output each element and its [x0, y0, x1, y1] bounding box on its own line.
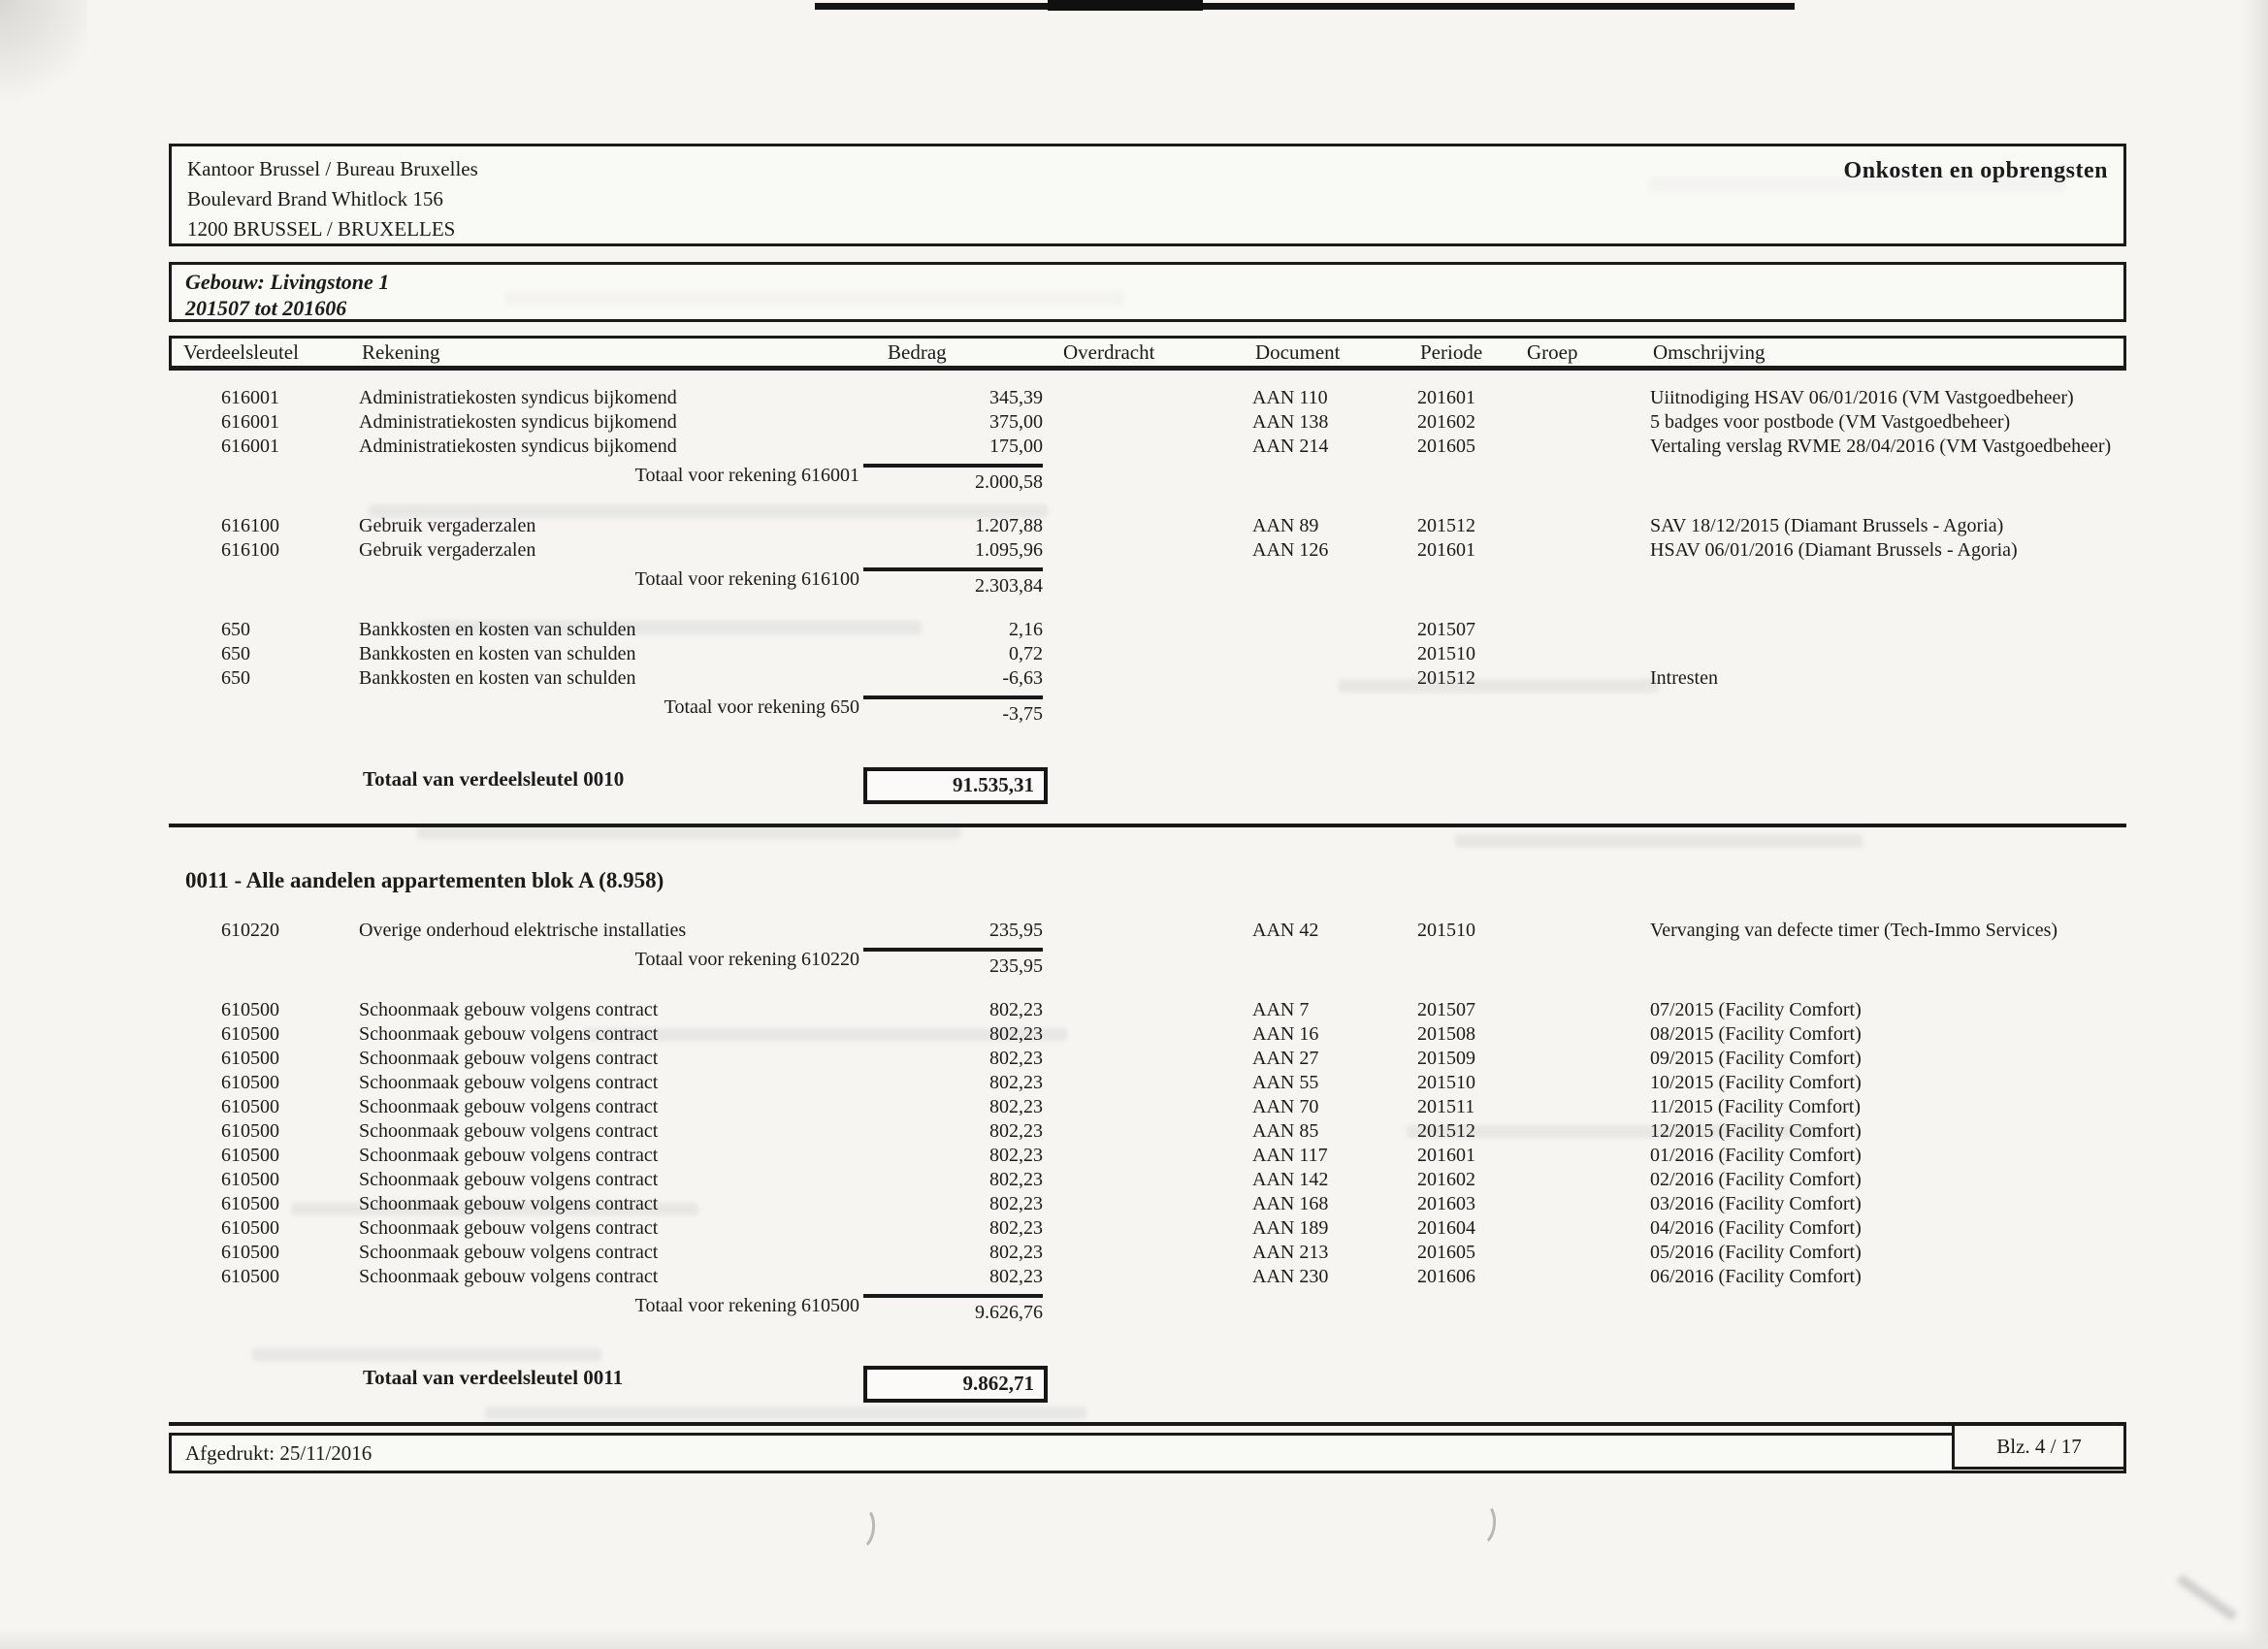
subtotal-row: [169, 695, 2126, 727]
cell-bedrag: 802,23: [989, 1193, 1043, 1214]
table-row: [169, 514, 2126, 538]
cell-periode: 201509: [1417, 1048, 1475, 1069]
office-name: Kantoor Brussel / Bureau Bruxelles: [187, 157, 478, 180]
cell-groep: [1524, 1022, 1650, 1047]
cell-periode: 201508: [1417, 1023, 1475, 1045]
cell-verdeelsleutel: 610500: [221, 1266, 279, 1287]
subtotal-label: Totaal voor rekening 610220: [634, 949, 859, 970]
cell-rekening: Bankkosten en kosten van schulden: [359, 667, 636, 689]
column-header-verdeelsleutel: Verdeelsleutel: [183, 340, 299, 364]
cell-overdracht: [1043, 410, 1252, 435]
cell-omschrijving: SAV 18/12/2015 (Diamant Brussels - Agoria): [1650, 515, 2004, 536]
cell-document: AAN 55: [1252, 1072, 1319, 1093]
cell-groep: [1524, 538, 1650, 563]
cell-groep: [1524, 1119, 1650, 1144]
cell-overdracht: [1043, 1119, 1252, 1144]
building-name: Gebouw: Livingstone 1: [185, 270, 390, 294]
cell-verdeelsleutel: 610500: [221, 1023, 279, 1045]
scan-artifact-line: [1048, 0, 1203, 11]
table-row: [169, 666, 2126, 691]
column-header-omschrijving: Omschrijving: [1653, 340, 1766, 364]
cell-omschrijving: Vervanging van defecte timer (Tech-Immo Services): [1650, 920, 2058, 941]
cell-verdeelsleutel: 610500: [221, 1242, 279, 1263]
section-divider-rule: [169, 1422, 2126, 1426]
cell-document: AAN 89: [1252, 515, 1319, 536]
cell-bedrag: 802,23: [989, 1169, 1043, 1190]
cell-rekening: Schoonmaak gebouw volgens contract: [359, 1072, 659, 1093]
table-row: [169, 1047, 2126, 1071]
cell-bedrag: 802,23: [989, 1120, 1043, 1142]
cell-rekening: Gebruik vergaderzalen: [359, 539, 536, 561]
column-header-document: Document: [1255, 340, 1341, 364]
subtotal-amount: 235,95: [863, 948, 1043, 979]
cell-rekening: Schoonmaak gebouw volgens contract: [359, 1096, 659, 1117]
cell-document: AAN 16: [1252, 1023, 1319, 1045]
column-header-groep: Groep: [1527, 340, 1578, 364]
cell-rekening: Bankkosten en kosten van schulden: [359, 643, 636, 664]
cell-rekening: Overige onderhoud elektrische installaties: [359, 920, 687, 941]
table-row: [169, 1265, 2126, 1289]
cell-document: AAN 70: [1252, 1096, 1319, 1117]
cell-verdeelsleutel: 616001: [221, 387, 279, 408]
cell-document: [1252, 618, 1417, 642]
table-row: [169, 1119, 2126, 1144]
cell-groep: [1524, 919, 1650, 943]
cell-bedrag: 1.207,88: [975, 515, 1043, 536]
cell-verdeelsleutel: 610220: [221, 920, 279, 941]
page-corner-curl: [0, 0, 87, 107]
grandtotal-row: [169, 767, 2126, 804]
cell-rekening: Schoonmaak gebouw volgens contract: [359, 999, 659, 1020]
cell-overdracht: [1043, 1168, 1252, 1192]
cell-document: [1252, 642, 1417, 666]
cell-omschrijving: 05/2016 (Facility Comfort): [1650, 1242, 1862, 1263]
subtotal-label: Totaal voor rekening 650: [664, 696, 859, 718]
subtotal-label: Totaal voor rekening 610500: [634, 1295, 859, 1316]
cell-bedrag: 375,00: [989, 411, 1043, 433]
cell-bedrag: 802,23: [989, 1242, 1043, 1263]
cell-verdeelsleutel: 650: [221, 667, 250, 689]
cell-verdeelsleutel: 610500: [221, 1145, 279, 1166]
cell-omschrijving: Vertaling verslag RVME 28/04/2016 (VM Vastgoedbeheer): [1650, 436, 2112, 457]
table-row: [169, 998, 2126, 1022]
cell-periode: 201507: [1417, 999, 1475, 1020]
cell-periode: 201601: [1417, 387, 1475, 408]
cell-verdeelsleutel: 610500: [221, 999, 279, 1020]
cell-periode: 201601: [1417, 539, 1475, 561]
cell-omschrijving: 5 badges voor postbode (VM Vastgoedbeheer): [1650, 411, 2011, 433]
table-body: [169, 386, 2126, 1432]
cell-omschrijving: [1650, 642, 2126, 666]
office-header-box: [169, 144, 2126, 246]
scan-smudge: [2176, 1574, 2237, 1621]
cell-document: AAN 126: [1252, 539, 1329, 561]
cell-omschrijving: 06/2016 (Facility Comfort): [1650, 1266, 1862, 1287]
cell-document: AAN 213: [1252, 1242, 1329, 1263]
cell-periode: 201602: [1417, 411, 1475, 433]
cell-rekening: Schoonmaak gebouw volgens contract: [359, 1193, 659, 1214]
cell-overdracht: [1043, 998, 1252, 1022]
cell-bedrag: 802,23: [989, 1023, 1043, 1045]
cell-document: AAN 117: [1252, 1145, 1328, 1166]
cell-omschrijving: HSAV 06/01/2016 (Diamant Brussels - Agoria): [1650, 539, 2018, 561]
building-box: [169, 262, 2126, 322]
cell-periode: 201511: [1417, 1096, 1475, 1117]
subtotal-label: Totaal voor rekening 616100: [634, 568, 859, 590]
cell-document: AAN 138: [1252, 411, 1329, 433]
scan-edge-shade: [2243, 0, 2268, 1649]
cell-overdracht: [1043, 538, 1252, 563]
cell-overdracht: [1043, 1095, 1252, 1119]
cell-groep: [1524, 1144, 1650, 1168]
cell-document: AAN 214: [1252, 436, 1329, 457]
cell-document: AAN 27: [1252, 1048, 1319, 1069]
cell-rekening: Schoonmaak gebouw volgens contract: [359, 1048, 659, 1069]
cell-verdeelsleutel: 616100: [221, 515, 279, 536]
cell-periode: 201601: [1417, 1145, 1475, 1166]
cell-groep: [1524, 410, 1650, 435]
table-row: [169, 1022, 2126, 1047]
table-row: [169, 1168, 2126, 1192]
column-header-overdracht: Overdracht: [1063, 340, 1155, 364]
cell-rekening: Schoonmaak gebouw volgens contract: [359, 1266, 659, 1287]
column-header-periode: Periode: [1420, 340, 1483, 364]
cell-periode: 201605: [1417, 436, 1475, 457]
table-row: [169, 538, 2126, 563]
table-row: [169, 1241, 2126, 1265]
report-title: Onkosten en opbrengsten: [1843, 158, 2108, 183]
cell-omschrijving: 12/2015 (Facility Comfort): [1650, 1120, 1862, 1142]
cell-rekening: Schoonmaak gebouw volgens contract: [359, 1145, 659, 1166]
cell-periode: 201510: [1417, 920, 1475, 941]
cell-rekening: Bankkosten en kosten van schulden: [359, 619, 636, 640]
grandtotal-amount: 9.862,71: [863, 1366, 1048, 1403]
subtotal-amount: 2.303,84: [863, 567, 1043, 598]
cell-groep: [1524, 1192, 1650, 1216]
cell-periode: 201603: [1417, 1193, 1475, 1214]
cell-bedrag: 0,72: [1009, 643, 1043, 664]
cell-overdracht: [1043, 642, 1252, 666]
cell-bedrag: 802,23: [989, 1145, 1043, 1166]
cell-omschrijving: 04/2016 (Facility Comfort): [1650, 1217, 1862, 1239]
cell-document: [1252, 666, 1417, 691]
grandtotal-label: Totaal van verdeelsleutel 0010: [363, 767, 625, 791]
cell-periode: 201510: [1417, 643, 1475, 664]
cell-bedrag: 802,23: [989, 1266, 1043, 1287]
cell-groep: [1524, 1047, 1650, 1071]
cell-document: AAN 168: [1252, 1193, 1329, 1214]
cell-groep: [1524, 386, 1650, 410]
cell-overdracht: [1043, 386, 1252, 410]
table-row: [169, 919, 2126, 943]
cell-overdracht: [1043, 514, 1252, 538]
table-row: [169, 1192, 2126, 1216]
cell-overdracht: [1043, 435, 1252, 459]
cell-bedrag: 802,23: [989, 1096, 1043, 1117]
cell-rekening: Schoonmaak gebouw volgens contract: [359, 1217, 659, 1239]
cell-periode: 201605: [1417, 1242, 1475, 1263]
cell-groep: [1524, 514, 1650, 538]
table-row: [169, 1095, 2126, 1119]
cell-overdracht: [1043, 1071, 1252, 1095]
cell-omschrijving: Intresten: [1650, 667, 1718, 689]
cell-verdeelsleutel: 610500: [221, 1193, 279, 1214]
cell-bedrag: 802,23: [989, 1072, 1043, 1093]
grandtotal-row: [169, 1366, 2126, 1403]
cell-bedrag: 345,39: [989, 387, 1043, 408]
section-divider-rule: [169, 824, 2126, 827]
cell-omschrijving: 01/2016 (Facility Comfort): [1650, 1145, 1862, 1166]
table-header-row: [169, 336, 2126, 371]
cell-groep: [1524, 1265, 1650, 1289]
cell-rekening: Administratiekosten syndicus bijkomend: [359, 411, 677, 433]
subtotal-amount: -3,75: [863, 695, 1043, 727]
cell-overdracht: [1043, 1216, 1252, 1241]
cell-document: AAN 142: [1252, 1169, 1329, 1190]
office-street: Boulevard Brand Whitlock 156: [187, 187, 443, 210]
cell-bedrag: 802,23: [989, 1217, 1043, 1239]
cell-groep: [1524, 1216, 1650, 1241]
cell-groep: [1524, 642, 1650, 666]
subtotal-row: [169, 567, 2126, 598]
cell-periode: 201507: [1417, 619, 1475, 640]
table-row: [169, 386, 2126, 410]
cell-overdracht: [1043, 1265, 1252, 1289]
cell-periode: 201510: [1417, 1072, 1475, 1093]
cell-groep: [1524, 666, 1650, 691]
scan-artifact-line: [815, 3, 1795, 10]
scan-edge-shade: [0, 1628, 2268, 1649]
cell-periode: 201512: [1417, 667, 1475, 689]
cell-document: AAN 7: [1252, 999, 1310, 1020]
cell-verdeelsleutel: 616001: [221, 411, 279, 433]
cell-rekening: Gebruik vergaderzalen: [359, 515, 536, 536]
cell-verdeelsleutel: 650: [221, 643, 250, 664]
footer-box: [169, 1433, 2126, 1473]
cell-groep: [1524, 1095, 1650, 1119]
cell-bedrag: 175,00: [989, 436, 1043, 457]
cell-overdracht: [1043, 618, 1252, 642]
cell-omschrijving: 11/2015 (Facility Comfort): [1650, 1096, 1862, 1117]
cell-verdeelsleutel: 616100: [221, 539, 279, 561]
table-row: [169, 642, 2126, 666]
grandtotal-label: Totaal van verdeelsleutel 0011: [363, 1366, 624, 1389]
cell-omschrijving: 02/2016 (Facility Comfort): [1650, 1169, 1862, 1190]
column-header-rekening: Rekening: [362, 340, 440, 364]
cell-omschrijving: Uiitnodiging HSAV 06/01/2016 (VM Vastgoedbeheer): [1650, 387, 2074, 408]
cell-omschrijving: [1650, 618, 2126, 642]
cell-omschrijving: 08/2015 (Facility Comfort): [1650, 1023, 1862, 1045]
cell-omschrijving: 03/2016 (Facility Comfort): [1650, 1193, 1862, 1214]
cell-bedrag: 1.095,96: [975, 539, 1043, 561]
cell-overdracht: [1043, 919, 1252, 943]
subtotal-amount: 2.000,58: [863, 464, 1043, 495]
section-header: 0011 - Alle aandelen appartementen blok A (8.958): [185, 868, 664, 892]
printed-date: Afgedrukt: 25/11/2016: [185, 1441, 373, 1465]
cell-periode: 201604: [1417, 1217, 1475, 1239]
page-number: Blz. 4 / 17: [1996, 1434, 2082, 1458]
cell-groep: [1524, 1241, 1650, 1265]
cell-bedrag: 802,23: [989, 1048, 1043, 1069]
cell-overdracht: [1043, 1241, 1252, 1265]
cell-omschrijving: 10/2015 (Facility Comfort): [1650, 1072, 1862, 1093]
cell-verdeelsleutel: 610500: [221, 1120, 279, 1142]
cell-groep: [1524, 1071, 1650, 1095]
table-row: [169, 1144, 2126, 1168]
cell-bedrag: 802,23: [989, 999, 1043, 1020]
cell-bedrag: -6,63: [1002, 667, 1043, 689]
cell-rekening: Schoonmaak gebouw volgens contract: [359, 1169, 659, 1190]
column-header-bedrag: Bedrag: [888, 340, 947, 364]
cell-rekening: Administratiekosten syndicus bijkomend: [359, 387, 677, 408]
cell-overdracht: [1043, 1022, 1252, 1047]
building-period: 201507 tot 201606: [185, 296, 347, 320]
cell-document: AAN 110: [1252, 387, 1328, 408]
cell-verdeelsleutel: 610500: [221, 1048, 279, 1069]
cell-groep: [1524, 435, 1650, 459]
cell-rekening: Administratiekosten syndicus bijkomend: [359, 436, 677, 457]
cell-document: AAN 230: [1252, 1266, 1329, 1287]
table-row: [169, 1216, 2126, 1241]
table-row: [169, 1071, 2126, 1095]
page-curl-mark: [1465, 1501, 1499, 1548]
cell-overdracht: [1043, 666, 1252, 691]
cell-document: AAN 189: [1252, 1217, 1329, 1239]
subtotal-row: [169, 948, 2126, 979]
cell-document: AAN 85: [1252, 1120, 1319, 1142]
page-curl-mark: [844, 1504, 878, 1552]
cell-overdracht: [1043, 1144, 1252, 1168]
cell-periode: 201602: [1417, 1169, 1475, 1190]
cell-periode: 201606: [1417, 1266, 1475, 1287]
subtotal-row: [169, 1294, 2126, 1325]
subtotal-row: [169, 464, 2126, 495]
subtotal-label: Totaal voor rekening 616001: [634, 465, 859, 486]
cell-overdracht: [1043, 1192, 1252, 1216]
cell-omschrijving: 09/2015 (Facility Comfort): [1650, 1048, 1862, 1069]
office-city: 1200 BRUSSEL / BRUXELLES: [187, 217, 456, 241]
cell-groep: [1524, 998, 1650, 1022]
table-row: [169, 435, 2126, 459]
cell-verdeelsleutel: 610500: [221, 1169, 279, 1190]
cell-groep: [1524, 618, 1650, 642]
cell-periode: 201512: [1417, 1120, 1475, 1142]
cell-overdracht: [1043, 1047, 1252, 1071]
cell-document: AAN 42: [1252, 920, 1319, 941]
subtotal-amount: 9.626,76: [863, 1294, 1043, 1325]
cell-verdeelsleutel: 616001: [221, 436, 279, 457]
page-number-box: [1952, 1423, 2126, 1470]
grandtotal-amount: 91.535,31: [863, 767, 1048, 804]
cell-verdeelsleutel: 610500: [221, 1072, 279, 1093]
cell-periode: 201512: [1417, 515, 1475, 536]
cell-rekening: Schoonmaak gebouw volgens contract: [359, 1242, 659, 1263]
table-row: [169, 410, 2126, 435]
cell-verdeelsleutel: 610500: [221, 1096, 279, 1117]
cell-verdeelsleutel: 650: [221, 619, 250, 640]
table-row: [169, 618, 2126, 642]
cell-rekening: Schoonmaak gebouw volgens contract: [359, 1023, 659, 1045]
cell-rekening: Schoonmaak gebouw volgens contract: [359, 1120, 659, 1142]
cell-groep: [1524, 1168, 1650, 1192]
cell-verdeelsleutel: 610500: [221, 1217, 279, 1239]
cell-omschrijving: 07/2015 (Facility Comfort): [1650, 999, 1862, 1020]
cell-bedrag: 2,16: [1009, 619, 1043, 640]
cell-bedrag: 235,95: [989, 920, 1043, 941]
